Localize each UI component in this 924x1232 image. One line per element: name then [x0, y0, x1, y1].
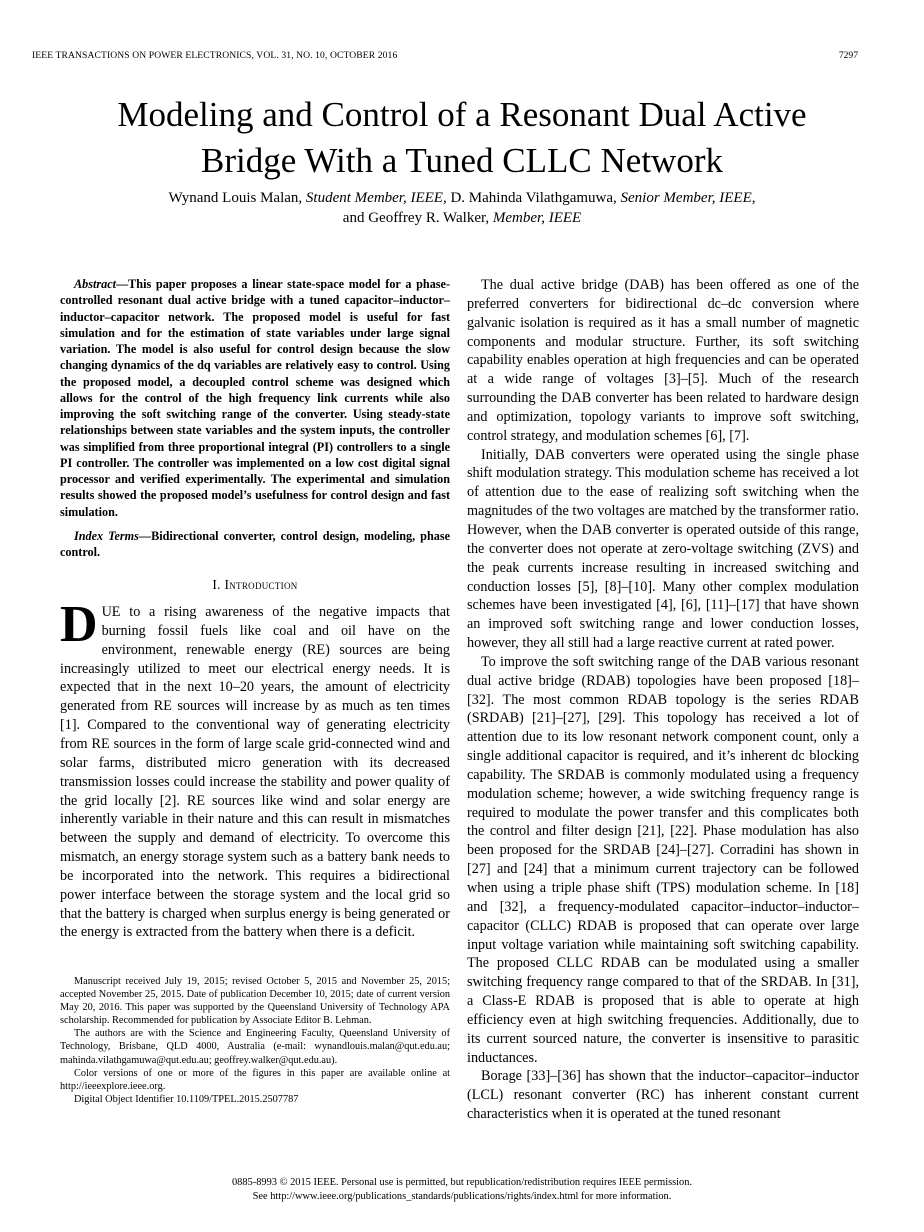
footnote-manuscript: Manuscript received July 19, 2015; revised October 5, 2015 and November 25, 2015; accepted November 25, 2015. Date of publication December 10, 2015; date of current version May 20, 2016. This paper was supported by the Queensland University of Technology APA scholarship. Recommended for publication by Associate Editor B. Lehman.: [60, 976, 450, 1027]
index-terms: [60, 528, 450, 561]
author-1-name: Wynand Louis Malan: [168, 190, 299, 206]
abstract-text: —This paper proposes a linear state-space model for a phase-controlled resonant dual active bridge with a tuned capacitor–inductor–inductor–capacitor network. The proposed model is useful for fast simulation and for the estimation of state variables under large signal variation. The model is also useful for control design because the slow changing dynamics of the dq variables are relatively easy to control. Using the proposed model, a decoupled control scheme was designed which allows for the control of the high frequency link currents while also improving the soft switching range of the converter. Using steady-state relationships between state variables and the system inputs, the controller was simplified from three proportional integral (PI) controllers to a single PI controller. The controller was implemented on a low cost digital signal processor and verified experimentally. The experimental and simulation results showed the proposed model’s usefulness for control design and fast simulation.: [60, 277, 450, 519]
abstract-lead: Abstract: [74, 277, 116, 291]
copyright-line-1: 0885-8993 © 2015 IEEE. Personal use is permitted, but republication/redistribution requires IEEE permission.: [231, 1177, 693, 1188]
page-number: 7297: [838, 50, 858, 61]
right-paragraph-2: Initially, DAB converters were operated using the single phase shift modulation strategy. This modulation scheme has received a lot of attention due to the ease of realizing soft switching when the magnitudes of the two voltages are matched by the transformer ratio. However, when the DAB converter is operated outside of this range, the converter does not operate at zero-voltage switching (ZVS) and the peak currents increase resulting in increased switching and conduction losses [5], [8]–[10]. Many other complex modulation schemes have been investigated [4], [6], [11]–[17] that have shown an improved soft switching range and lower conduction losses, however, they all still had a large reactive current at rated power.: [467, 446, 859, 652]
author-3-role: Member, IEEE: [492, 210, 582, 226]
authors-line-2: and Geoffrey R. Walker, Member, IEEE: [342, 210, 582, 226]
author-2-name: D. Mahinda Vilathgamuwa: [450, 190, 614, 206]
index-terms-text: —Bidirectional converter, control design, modeling, phase control.: [60, 528, 450, 559]
right-column: [467, 276, 859, 1124]
author-2-role: Senior Member, IEEE: [620, 190, 752, 206]
author-list: [0, 188, 924, 228]
left-column: [60, 276, 450, 942]
section-number: I.: [212, 577, 221, 593]
footnotes: [60, 975, 450, 1106]
section-heading-introduction: [60, 576, 450, 595]
author-3-name: and Geoffrey R. Walker: [342, 210, 486, 226]
title-line-2: Bridge With a Tuned CLLC Network: [201, 141, 723, 180]
copyright-line-2: See http://www.ieee.org/publications_standards/publications/rights/index.html for more information.: [252, 1191, 672, 1202]
authors-line-1: Wynand Louis Malan, Student Member, IEEE, D. Mahinda Vilathgamuwa, Senior Member, IEEE,: [168, 190, 756, 206]
intro-paragraph-1: [60, 596, 450, 942]
section-title: Introduction: [224, 577, 298, 593]
title-line-1: Modeling and Control of a Resonant Dual Active: [117, 95, 807, 134]
journal-header: IEEE TRANSACTIONS ON POWER ELECTRONICS, VOL. 31, NO. 10, OCTOBER 2016: [32, 50, 398, 61]
footnote-doi: Digital Object Identifier 10.1109/TPEL.2015.2507787: [74, 1093, 299, 1105]
right-paragraph-1: The dual active bridge (DAB) has been offered as one of the preferred converters for bidirectional dc–dc conversion where galvanic isolation is required as it has a small number of magnetic components and modular structure. Further, its soft switching capability enables operation at high frequencies and can be operated at a wide range of voltages [3]–[5]. Much of the research surrounding the DAB converter has been related to hardware design and optimization, topology variants to improve soft switching, control strategy, and modulation schemes [6], [7].: [467, 277, 859, 444]
copyright-footer: [0, 1176, 924, 1204]
abstract: [60, 276, 450, 520]
intro-paragraph-1-text: UE to a rising awareness of the negative impacts that burning fossil fuels like coal and oil have on the environment, renewable energy (RE) sources are being increasingly utilized to meet our electrical energy needs. It is expected that in the next 10–20 years, the amount of electricity generated from RE sources will increase by as much as ten times [1]. Compared to the conventional way of generating electricity from RE sources in the form of large scale grid-connected wind and solar farms, distributed micro generation with its decreased transmission losses could increase the stability and power quality of the grid locally [2]. RE sources like wind and solar energy are inherently variable in their nature and this can result in mismatches between the supply and demand of electricity. To overcome this mismatch, an energy storage system such as a battery bank needs to be incorporated into the network. This requires a bidirectional power interface between the storage system and the local grid so that the battery is charged when surplus energy is being generated or the energy is extracted from the battery when there is a deficit.: [60, 604, 450, 941]
drop-cap: D: [60, 596, 98, 654]
footnote-affiliation: The authors are with the Science and Engineering Faculty, Queensland University of Technology, Brisbane, QLD 4000, Australia (e-mail: wynandlouis.malan@qut.edu.au; mahinda.vilathgamuwa@qut.edu.au; geoffrey.walker@qut.edu.au).: [60, 1028, 450, 1066]
paper-title: [0, 92, 924, 184]
author-1-role: Student Member, IEEE: [305, 190, 443, 206]
right-paragraph-4: Borage [33]–[36] has shown that the inductor–capacitor–inductor (LCL) resonant converter (RC) has inherent constant current characteristics when it is operated at the tuned resonant: [467, 1068, 859, 1123]
footnote-color-figures: Color versions of one or more of the figures in this paper are available online at http://ieeexplore.ieee.org.: [60, 1067, 450, 1092]
index-terms-lead: Index Terms: [74, 528, 139, 543]
right-paragraph-3: To improve the soft switching range of the DAB various resonant dual active bridge (RDAB) topologies have been proposed [18]–[32]. The most common RDAB topology is the series RDAB (SRDAB) [21]–[27], [29]. This topology has received a lot of attention due to its low resonant network component count, only a single additional capacitor is required, and it’s inherent dc blocking capability. The SRDAB is commonly modulated using a frequency modulation scheme; however, a wide switching frequency range is required to modulate the power transfer and this complicates both the control and filter design [21], [22]. Phase modulation has also been proposed for the SRDAB [24]–[27]. Corradini has shown in [27] and [24] that a minimum current trajectory can be followed when using a triple phase shift (TPS) modulation scheme. In [18] and [32], a frequency-modulated capacitor–inductor–inductor–capacitor (CLLC) RDAB is proposed that can operate over large input voltage variation while maintaining soft switching capability. The proposed CLLC RDAB can be modulated using a smaller switching frequency range compared to that of the SRDAB. In [31], a Class-E RDAB is proposed that is able to operate at high efficiency even at high switching frequencies. Additionally, due to its current sourced nature, the converter is insensitive to parasitic inductances.: [467, 653, 859, 1066]
